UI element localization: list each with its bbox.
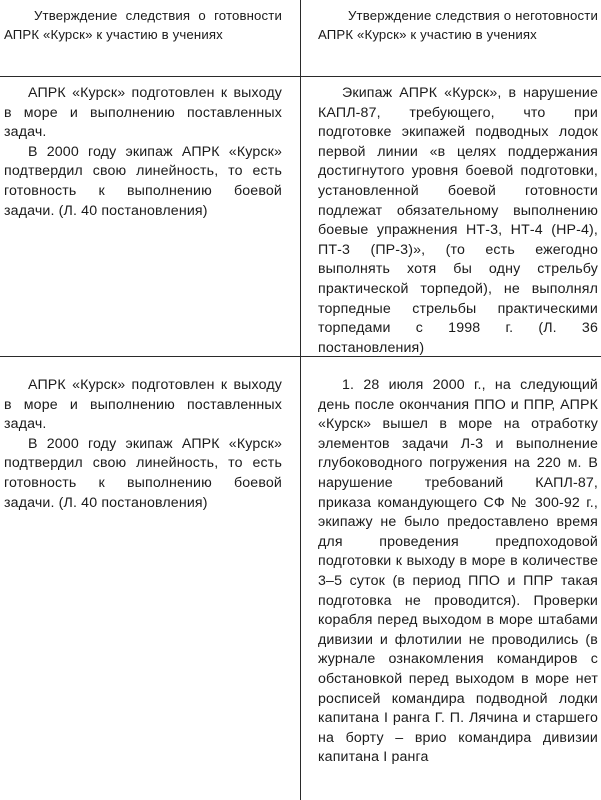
header-row-divider <box>0 76 601 77</box>
paragraph: Экипаж АПРК «Курск», в нарушение КАПЛ-87, требующего, что при подготовке экипажей подводных лодок первой линии «в целях поддержания достигнутого уровня боевой подготовки, установленной боевой готовности подлежат обязательному выполнению боевые упражнения НТ-3, НТ-4 (НР-4), ПТ-3 (ПР-3)», (то есть ежегодно выполнять хотя бы одну стрельбу практической торпедой), не выполнял торпедные стрельбы практическими торпедами с 1998 г. (Л. 36 постановления) <box>318 85 598 356</box>
paragraph: АПРК «Курск» подготовлен к выходу в море и выполнению поставленных задач. <box>4 377 282 433</box>
header-text-right: Утверждение следствия о неготовности АПРК «Курск» к участию в учениях <box>318 8 598 42</box>
row-1-right-cell <box>318 84 598 358</box>
header-cell-right <box>318 6 598 44</box>
paragraph: В 2000 году экипаж АПРК «Курск» подтвердил свою линейность, то есть готовность к выполнению боевой задачи. (Л. 40 постановления) <box>4 143 282 219</box>
header-cell-left <box>4 6 282 44</box>
paragraph: АПРК «Курск» подготовлен к выходу в море и выполнению поставленных задач. <box>4 85 282 141</box>
row-2-left-cell <box>4 376 282 513</box>
paragraph: 1. 28 июля 2000 г., на следующий день после окончания ППО и ППР, АПРК «Курск» вышел в море на отработку элементов задачи Л-3 и выполнение глубоководного погружения на 220 м. В нарушение требований КАПЛ-87, приказа командующего СФ № 300-92 г., экипажу не было предоставлено время для проведения предпоходовой подготовки к выходу в море в количестве 3–5 суток (в период ППО и ППР такая подготовка не проводится). Проверки корабля перед выходом в море штабами дивизии и флотилии не проводились (в журнале ознакомления командиров с обстановкой перед выходом в море нет росписей командира подводной лодки капитана I ранга Г. П. Лячина и старшего на борту – врио командира дивизии капитана I ранга <box>318 377 598 766</box>
column-divider <box>300 0 301 800</box>
header-text-left: Утверждение следствия о готовности АПРК «Курск» к участию в учениях <box>4 8 282 42</box>
row-1-left-cell <box>4 84 282 221</box>
row-2-right-cell <box>318 376 598 768</box>
paragraph: В 2000 году экипаж АПРК «Курск» подтвердил свою линейность, то есть готовность к выполнению боевой задачи. (Л. 40 постановления) <box>4 435 282 511</box>
